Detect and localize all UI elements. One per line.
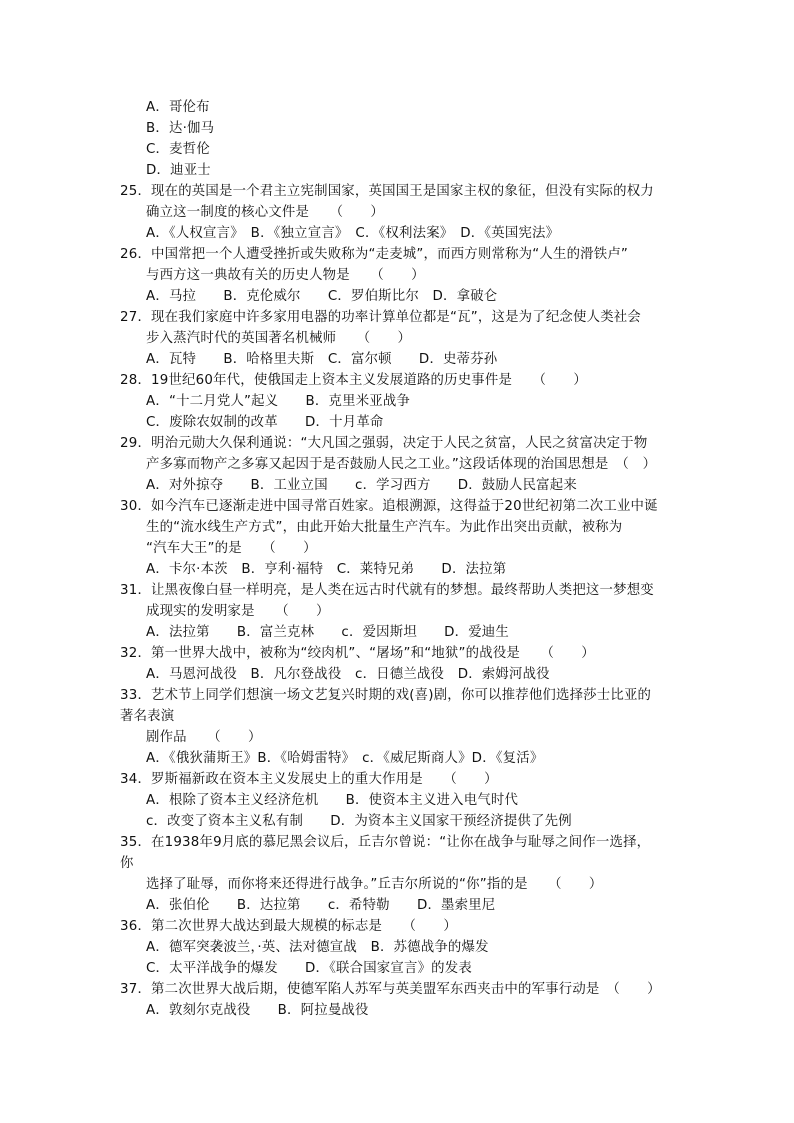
answer-options: A．瓦特 B．哈格里夫斯 C．富尔顿 D．史蒂芬孙 xyxy=(146,352,498,367)
question-26: 26．中国常把一个人遭受挫折或失败称为“走麦城”，而西方则常称为“人生的滑铁卢” xyxy=(120,247,629,262)
text-line: 产多寡而物产之多寡又起因于是否鼓励人民之工业。”这段话体现的治国思想是 （ ） xyxy=(146,457,657,472)
answer-options: A．法拉第 B．富兰克林 c．爱因斯坦 D．爱迪生 xyxy=(146,625,509,640)
text-line: 生的“流水线生产方式”，由此开始大批量生产汽车。为此作出突出贡献，被称为 xyxy=(146,520,623,535)
question-25: 25．现在的英国是一个君主立宪制国家，英国国王是国家主权的象征，但没有实际的权力 xyxy=(120,184,654,199)
answer-options: A．马恩河战役 B．凡尔登战役 c．日德兰战役 D．索姆河战役 xyxy=(146,667,550,682)
text-line: B．达·伽马 xyxy=(146,121,215,136)
answer-options: A．马拉 B．克伦威尔 C．罗伯斯比尔 D．拿破仑 xyxy=(146,289,498,304)
question-27: 27．现在我们家庭中许多家用电器的功率计算单位都是“瓦”，这是为了纪念使人类社会 xyxy=(120,310,641,325)
text-line: 成现实的发明家是 （ ） xyxy=(146,604,330,619)
answer-options: C．废除农奴制的改革 D．十月革命 xyxy=(146,415,384,430)
answer-options: A．德军突袭波兰，·英、法对德宣战 B．苏德战争的爆发 xyxy=(146,940,489,955)
text-line: 步入蒸汽时代的英国著名机械师 （ ） xyxy=(146,331,412,346)
text-line: “汽车大王”的是 （ ） xyxy=(146,541,317,556)
answer-options: c．改变了资本主义私有制 D．为资本主义国家干预经济提供了先例 xyxy=(146,814,572,829)
answer-options: A．《人权宣言》 B．《独立宣言》 C．《权利法案》 D．《英国宪法》 xyxy=(146,226,560,241)
text-line: D．迪亚士 xyxy=(146,163,211,178)
answer-options: C．太平洋战争的爆发 D．《联合国家宣言》的发表 xyxy=(146,961,472,976)
text-line: A．哥伦布 xyxy=(146,100,210,115)
question-28: 28．19世纪60年代，使俄国走上资本主义发展道路的历史事件是 （ ） xyxy=(120,373,587,388)
question-32: 32．第一世界大战中，被称为“绞肉机”、“屠场”和“地狱”的战役是 （ ） xyxy=(120,646,595,661)
text-line: 与西方这一典故有关的历史人物是 （ ） xyxy=(146,268,425,283)
answer-options: A．对外掠夺 B．工业立国 c．学习西方 D．鼓励人民富起来 xyxy=(146,478,577,493)
question-33: 33．艺术节上同学们想演一场文艺复兴时期的戏(喜)剧，你可以推荐他们选择莎士比亚的 xyxy=(120,688,652,703)
question-37: 37．第二次世界大战后期，使德军陷人苏军与英美盟军东西夹击中的军事行动是 （ ） xyxy=(120,982,661,997)
question-31: 31．让黑夜像白昼一样明亮，是人类在远古时代就有的梦想。最终帮助人类把这一梦想变 xyxy=(120,583,654,598)
question-34: 34．罗斯福新政在资本主义发展史上的重大作用是 （ ） xyxy=(120,772,498,787)
text-line: C．麦哲伦 xyxy=(146,142,210,157)
answer-options: A．根除了资本主义经济危机 B．使资本主义进入电气时代 xyxy=(146,793,519,808)
text-line: 选择了耻辱，而你将来还得进行战争。”丘吉尔所说的“你”指的是 （ ） xyxy=(146,877,603,892)
question-29: 29．明治元勋大久保利通说：“大凡国之强弱，决定于人民之贫富，人民之贫富决定于物 xyxy=(120,436,648,451)
answer-options: A．卡尔·本茨 B．亨利·福特 C．莱特兄弟 D．法拉第 xyxy=(146,562,507,577)
text-line: 你 xyxy=(120,856,134,871)
question-30: 30．如今汽车已逐渐走进中国寻常百姓家。追根溯源，这得益于20世纪初第二次工业中诞 xyxy=(120,499,658,514)
text-line: 确立这一制度的核心文件是 （ ） xyxy=(146,205,384,220)
answer-options: A．敦刻尔克战役 B．阿拉曼战役 xyxy=(146,1003,369,1018)
answer-options: A．张伯伦 B．达拉第 c．希特勒 D．墨索里尼 xyxy=(146,898,496,913)
text-line: 剧作品 （ ） xyxy=(146,730,262,745)
answer-options: A．“十二月党人”起义 B．克里米亚战争 xyxy=(146,394,411,409)
text-line: 著名表演 xyxy=(120,709,175,724)
question-36: 36．第二次世界大战达到最大规模的标志是 （ ） xyxy=(120,919,457,934)
answer-options: A．《俄狄蒲斯王》B．《哈姆雷特》 c．《威尼斯商人》D．《复活》 xyxy=(146,751,544,766)
question-35: 35．在1938年9月底的慕尼黑会议后，丘吉尔曾说：“让你在战争与耻辱之间作一选择， xyxy=(120,835,651,850)
